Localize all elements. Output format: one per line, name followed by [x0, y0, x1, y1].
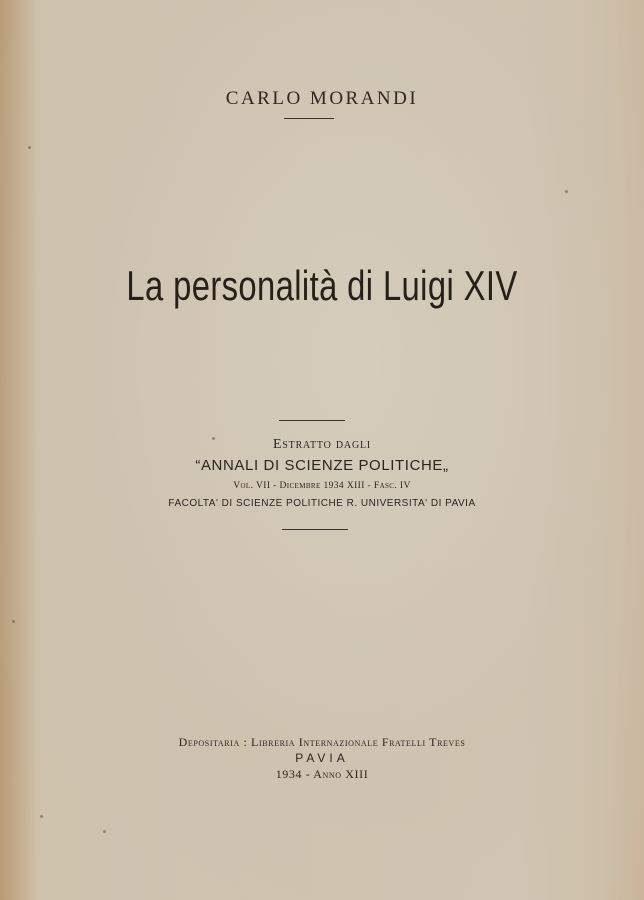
divider-top [279, 420, 345, 421]
publication-city: PAVIA [295, 751, 349, 765]
book-title: La personalità di Luigi XIV [126, 262, 518, 309]
volume-info: Vol. VII - Dicembre 1934 XIII - Fasc. IV [233, 481, 411, 491]
paper-speck [28, 146, 31, 149]
divider-bottom [282, 529, 348, 530]
paper-speck [103, 830, 106, 833]
publication-year: 1934 - Anno XIII [275, 767, 369, 781]
author-underline [284, 118, 334, 119]
paper-speck [40, 815, 43, 818]
extract-intro: Estratto dagli [272, 437, 372, 452]
paper-speck [565, 190, 568, 193]
depository-line: Depositaria : Libreria Internazionale Fratelli Treves [178, 735, 466, 749]
author-name: CARLO MORANDI [225, 88, 419, 109]
journal-name: “ANNALI DI SCIENZE POLITICHE„ [195, 457, 449, 474]
faculty-name: FACOLTA' DI SCIENZE POLITICHE R. UNIVERSITA' DI PAVIA [168, 498, 476, 509]
paper-speck [12, 620, 15, 623]
